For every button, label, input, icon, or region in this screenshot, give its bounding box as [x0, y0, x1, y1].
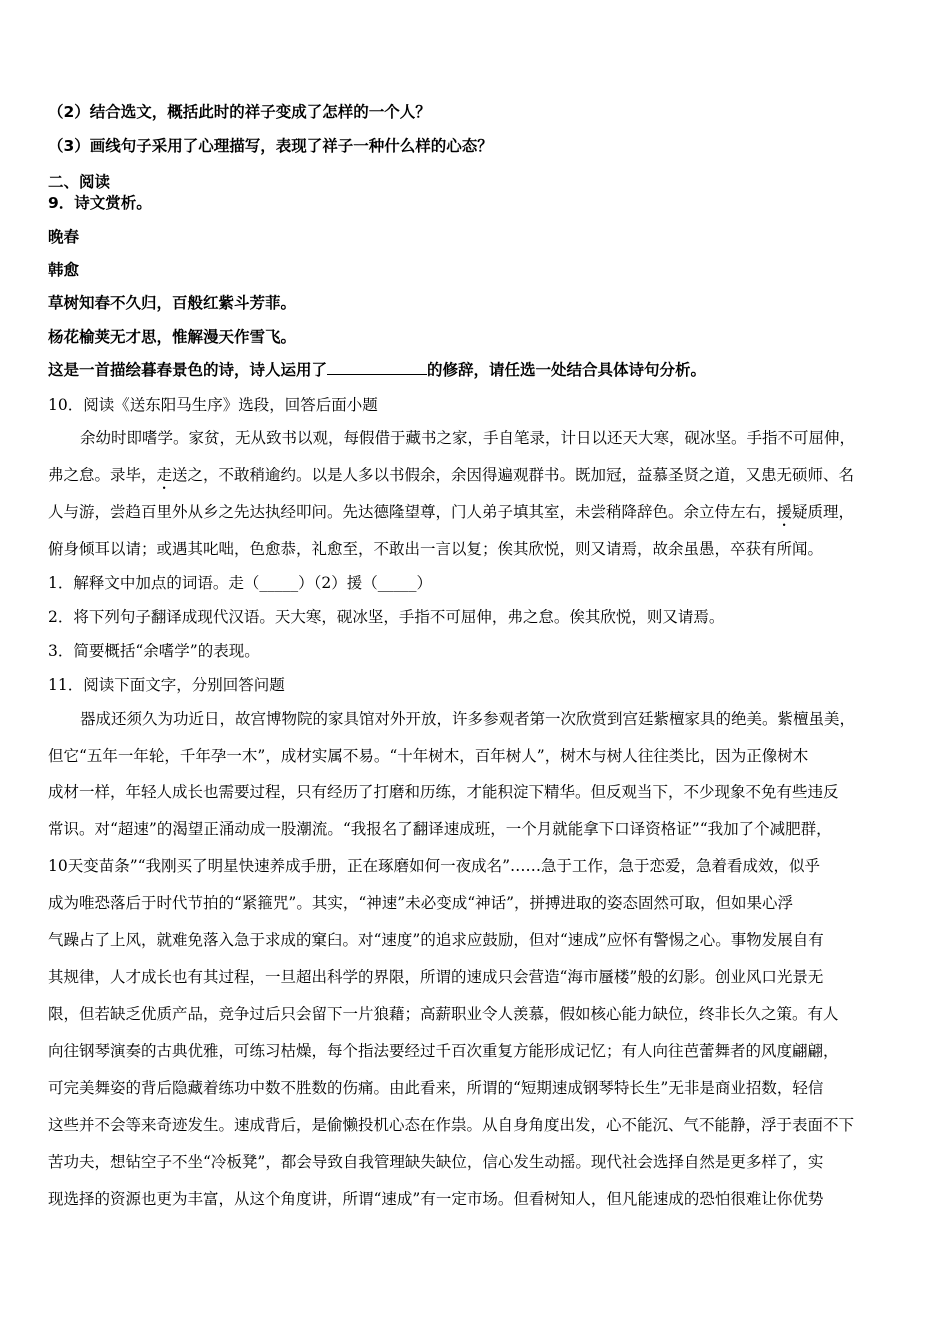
q9-prompt-before: 这是一首描绘暮春景色的诗，诗人运用了: [48, 361, 328, 379]
q10-passage-line: 俯身倾耳以请；或遇其叱咄，色愈恭，礼愈至，不敢出一言以复；俟其欣悦，则又请焉，故余虽愚，卒获有所闻。: [48, 540, 824, 558]
q11-passage-line: 成为唯恐落后于时代节拍的“紧箍咒”。其实，“神速”未必变成“神话”，拼搏进取的姿态固然可取，但如果心浮: [48, 894, 794, 912]
passage-segment: 弗之怠。录毕，: [48, 466, 157, 484]
q10-subquestion-3: 3．简要概括“余嗜学”的表现。: [48, 642, 260, 660]
q10-passage-line: [48, 502, 854, 530]
q11-passage-line: 这些并不会等来奇迹发生。速成背后，是偷懒投机心态在作祟。从自身角度出发，心不能沉、气不能静，浮于表面不下: [48, 1116, 855, 1134]
q9-title: 9．诗文赏析。: [48, 194, 152, 212]
passage-segment: 疑质理，: [792, 503, 855, 521]
q11-passage-line: 可完美舞姿的背后隐藏着练功中数不胜数的伤痛。由此看来，所谓的“短期速成钢琴特长生”无非是商业招数，轻信: [48, 1079, 824, 1097]
q11-passage-line: 向往钢琴演奏的古典优雅，可练习枯燥，每个指法要经过千百次重复方能形成记忆；有人向往芭蕾舞者的风度翩翩，: [48, 1042, 839, 1060]
q10-subquestion-2: 2．将下列句子翻译成现代汉语。天大寒，砚冰坚，手指不可屈伸，弗之怠。俟其欣悦，则又请焉。: [48, 608, 725, 626]
q11-passage-line: 其规律，人才成长也有其过程，一旦超出科学的界限，所谓的速成只会营造“海市蜃楼”般的幻影。创业风口光景无: [48, 968, 824, 986]
q11-passage-line: 10天变苗条”“我刚买了明星快速养成手册，正在琢磨如何一夜成名”……急于工作，急于恋爱，急着看成效，似乎: [48, 857, 820, 875]
q8-subquestion-3: （3）画线句子采用了心理描写，表现了祥子一种什么样的心态？: [48, 137, 493, 155]
q10-passage-line: 余幼时即嗜学。家贫，无从致书以观，每假借于藏书之家，手自笔录，计日以还天大寒，砚冰坚。手指不可屈伸，: [80, 429, 856, 447]
answer-blank[interactable]: [327, 360, 427, 375]
dotted-word-zou: 走: [156, 466, 173, 484]
q8-subquestion-2: （2）结合选文，概括此时的祥子变成了怎样的一个人？: [48, 103, 431, 121]
q11-passage-line: 气躁占了上风，就难免落入急于求成的窠臼。对“速度”的追求应鼓励，但对“速成”应怀有警惕之心。事物发展自有: [48, 931, 824, 949]
q11-passage-line: 现选择的资源也更为丰富，从这个角度讲，所谓“速成”有一定市场。但看树知人，但凡能速成的恐怕很难让你优势: [48, 1190, 824, 1208]
q11-passage-line: 限，但若缺乏优质产品，竞争过后只会留下一片狼藉；高薪职业令人羡慕，假如核心能力缺位，终非长久之策。有人: [48, 1005, 839, 1023]
q9-prompt-after: 的修辞，请任选一处结合具体诗句分析。: [427, 361, 707, 379]
poem-title: 晚春: [48, 228, 80, 246]
q11-passage-line: 成材一样，年轻人成长也需要过程，只有经历了打磨和历练，才能积淀下精华。但反观当下，不少现象不免有些违反: [48, 783, 839, 801]
section-heading: 二、阅读: [48, 173, 111, 191]
passage-segment: 人与游，尝趋百里外从乡之先达执经叩问。先达德隆望尊，门人弟子填其室，未尝稍降辞色。余立侍左右，: [48, 503, 777, 521]
q11-passage-line: 器成还须久为功近日，故宫博物院的家具馆对外开放，许多参观者第一次欣赏到宫廷紫檀家具的绝美。紫檀虽美，: [80, 710, 856, 728]
q11-passage-line: 但它“五年一年轮，千年孕一木”，成材实属不易。“十年树木，百年树人”，树木与树人往往类比，因为正像树木: [48, 747, 809, 765]
poem-author: 韩愈: [48, 261, 80, 279]
dotted-word-yuan: 援: [776, 503, 793, 521]
q10-passage-line: [48, 465, 854, 493]
poem-line-2: 杨花榆荚无才思，惟解漫天作雪飞。: [48, 328, 297, 346]
q11-passage-line: 苦功夫，想钻空子不坐“冷板凳”，都会导致自我管理缺失缺位，信心发生动摇。现代社会选择自然是更多样了，实: [48, 1153, 824, 1171]
q11-passage-line: 常识。对“超速”的渴望正涌动成一股潮流。“我报名了翻译速成班，一个月就能拿下口译资格证”“我加了个减肥群，: [48, 820, 832, 838]
q10-subquestion-1: 1．解释文中加点的词语。走（_____）（2）援（_____）: [48, 574, 432, 592]
poem-line-1: 草树知春不久归，百般红紫斗芳菲。: [48, 294, 297, 312]
passage-segment: 送之，不敢稍逾约。以是人多以书假余，余因得遍观群书。既加冠，益慕圣贤之道，又患无硕师、名: [172, 466, 855, 484]
q11-title: 11．阅读下面文字，分别回答问题: [48, 676, 285, 694]
q10-title: 10．阅读《送东阳马生序》选段，回答后面小题: [48, 396, 378, 414]
q9-prompt: [48, 360, 706, 380]
